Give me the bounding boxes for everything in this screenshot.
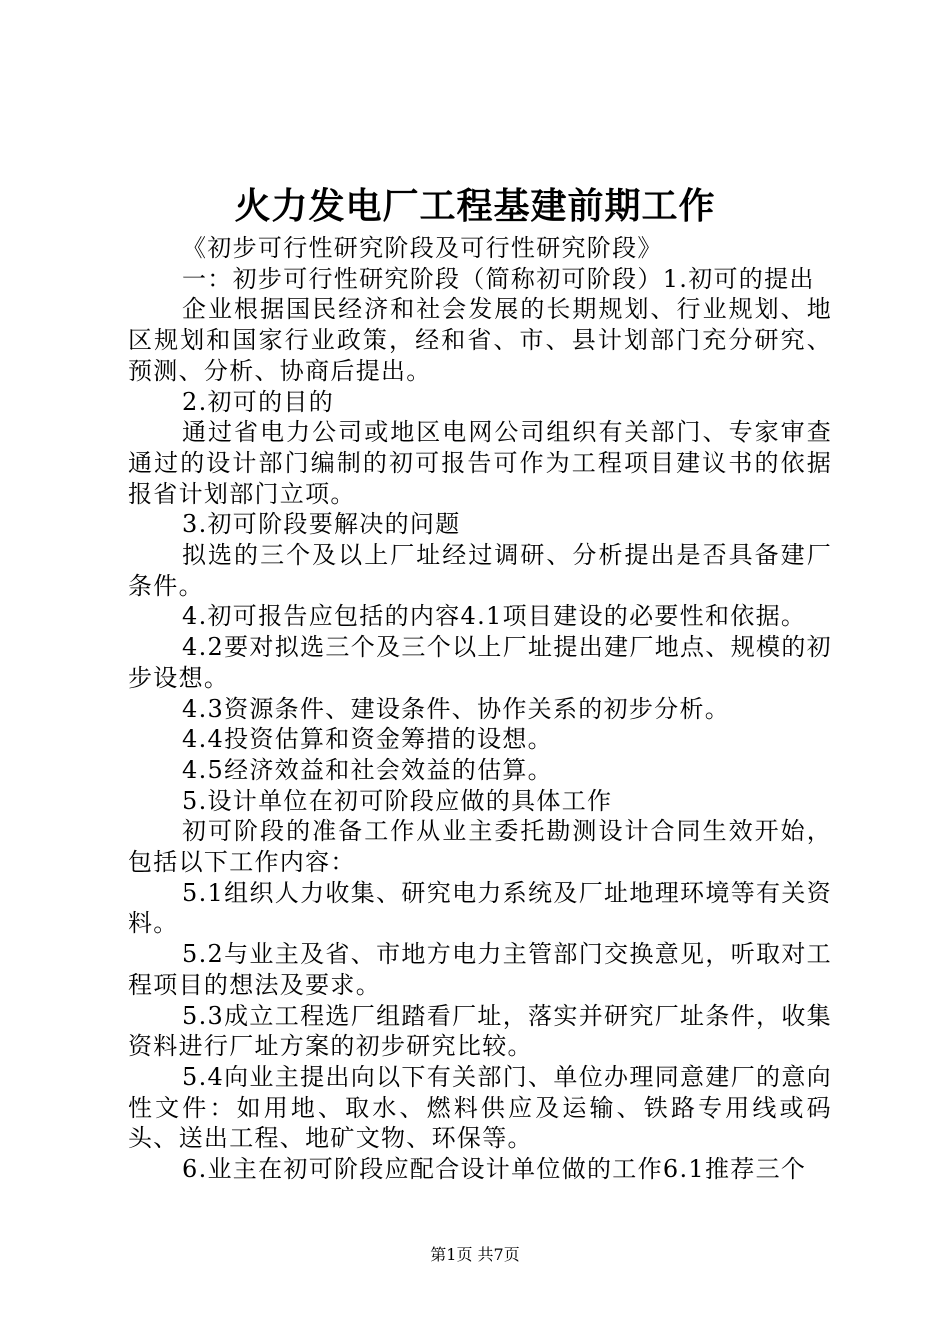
paragraph: 3.初可阶段要解决的问题 — [182, 510, 461, 539]
paragraph: 4.4投资估算和资金筹措的设想。 — [182, 725, 553, 754]
paragraph: 初可阶段的准备工作从业主委托勘测设计合同生效开始，包括以下工作内容： — [128, 817, 832, 877]
paragraph: 企业根据国民经济和社会发展的长期规划、行业规划、地区规划和国家行业政策，经和省、市、县计划部门充分研究、预测、分析、协商后提出。 — [128, 295, 832, 385]
document-body — [128, 233, 832, 1185]
paragraph: 4.2要对拟选三个及三个以上厂址提出建厂地点、规模的初步设想。 — [128, 633, 832, 692]
paragraph: 4.5经济效益和社会效益的估算。 — [182, 755, 553, 784]
paragraph: 拟选的三个及以上厂址经过调研、分析提出是否具备建厂条件。 — [128, 541, 832, 600]
paragraph: 4.初可报告应包括的内容4.1项目建设的必要性和依据。 — [182, 602, 807, 631]
paragraph: 5.2与业主及省、市地方电力主管部门交换意见，听取对工程项目的想法及要求。 — [128, 940, 832, 999]
paragraph: 4.3资源条件、建设条件、协作关系的初步分析。 — [182, 694, 731, 723]
paragraph: 2.初可的目的 — [182, 387, 334, 416]
paragraph: 《初步可行性研究阶段及可行性研究阶段》 — [182, 234, 663, 262]
paragraph: 5.1组织人力收集、研究电力系统及厂址地理环境等有关资料。 — [128, 878, 832, 938]
paragraph: 一：初步可行性研究阶段（简称初可阶段）1.初可的提出 — [182, 264, 815, 293]
paragraph: 5.3成立工程选厂组踏看厂址，落实并研究厂址条件，收集资料进行厂址方案的初步研究比较。 — [128, 1001, 832, 1061]
paragraph: 6.业主在初可阶段应配合设计单位做的工作6.1推荐三个 — [182, 1155, 807, 1184]
paragraph: 5.设计单位在初可阶段应做的具体工作 — [182, 786, 613, 815]
paragraph: 5.4向业主提出向以下有关部门、单位办理同意建厂的意向性文件：如用地、取水、燃料供应及运输、铁路专用线或码头、送出工程、地矿文物、环保等。 — [128, 1062, 832, 1153]
paragraph: 通过省电力公司或地区电网公司组织有关部门、专家审查通过的设计部门编制的初可报告可作为工程项目建议书的依据报省计划部门立项。 — [128, 418, 832, 508]
document-title: 火力发电厂工程基建前期工作 — [234, 186, 716, 227]
page-number-footer: 第1页 共7页 — [430, 1245, 520, 1264]
